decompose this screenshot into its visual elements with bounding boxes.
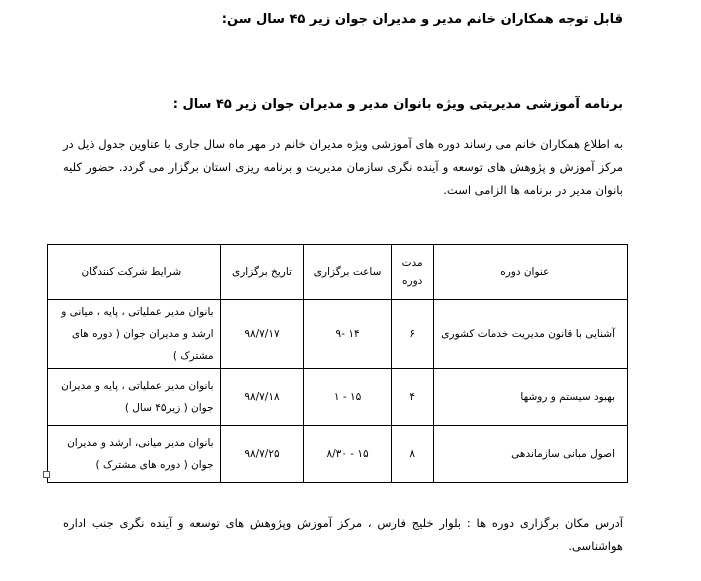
hours-cell: ۱۵ - ۸/۳۰ — [304, 426, 391, 483]
duration-cell: ۴ — [391, 369, 433, 426]
conditions-cell: بانوان مدیر عملیاتی ، پایه و مدیران جوان ( زیر۴۵ سال ) — [48, 369, 221, 426]
duration-cell: ۶ — [391, 300, 433, 369]
intro-paragraph: به اطلاع همکاران خانم می رساند دوره های آموزشی ویژه مدیران خانم در مهر ماه سال جاری با عناوین جدول ذیل در مرکز آموزش و پژوهش های توسعه و آینده نگری سازمان مدیریت و برنامه ریزی استان برگزار می گردد. حضور کلیه بانوان مدیر در برنامه ها الزامی است. — [63, 137, 623, 197]
table-row — [48, 426, 628, 483]
date-cell: ۹۸/۷/۱۸ — [220, 369, 304, 426]
date-cell: ۹۸/۷/۲۵ — [220, 426, 304, 483]
date-cell: ۹۸/۷/۱۷ — [220, 300, 304, 369]
conditions-cell: بانوان مدیر عملیاتی ، پایه ، میانی و ارشد و مدیران جوان ( دوره های مشترک ) — [48, 300, 221, 369]
table-row — [48, 369, 628, 426]
venue-address-paragraph: آدرس مکان برگزاری دوره ها : بلوار خلیج فارس ، مرکز آموزش وپژوهش های توسعه و آینده نگری جنب اداره هواشناسی. — [63, 516, 623, 553]
header-hours: ساعت برگزاری — [304, 245, 391, 300]
table-move-handle-icon[interactable] — [43, 471, 50, 478]
hours-cell: ۱۵ - ۱ — [304, 369, 391, 426]
conditions-cell: بانوان مدیر میانی، ارشد و مدیران جوان ( دوره های مشترک ) — [48, 426, 221, 483]
hours-cell: ۱۴ -۹ — [304, 300, 391, 369]
header-date: تاریخ برگزاری — [220, 245, 304, 300]
course-title-cell: بهبود سیستم و روشها — [433, 369, 627, 426]
notice-heading: قابل توجه همکاران خانم مدیر و مدیران جوان زیر ۴۵ سال سن: — [221, 12, 623, 27]
table-header-row — [48, 245, 628, 300]
program-heading: برنامه آموزشی مدیریتی ویژه بانوان مدیر و مدیران جوان زیر ۴۵ سال : — [172, 97, 623, 112]
course-title-cell: اصول مبانی سازماندهی — [433, 426, 627, 483]
header-course-title: عنوان دوره — [433, 245, 627, 300]
course-schedule-table — [47, 244, 628, 483]
header-conditions: شرایط شرکت کنندگان — [48, 245, 221, 300]
course-title-cell: آشنایی با قانون مدیریت خدمات کشوری — [433, 300, 627, 369]
header-duration-line2: دوره — [402, 275, 423, 287]
table-row — [48, 300, 628, 369]
duration-cell: ۸ — [391, 426, 433, 483]
header-duration — [391, 245, 433, 300]
header-duration-line1: مدت — [401, 257, 423, 269]
